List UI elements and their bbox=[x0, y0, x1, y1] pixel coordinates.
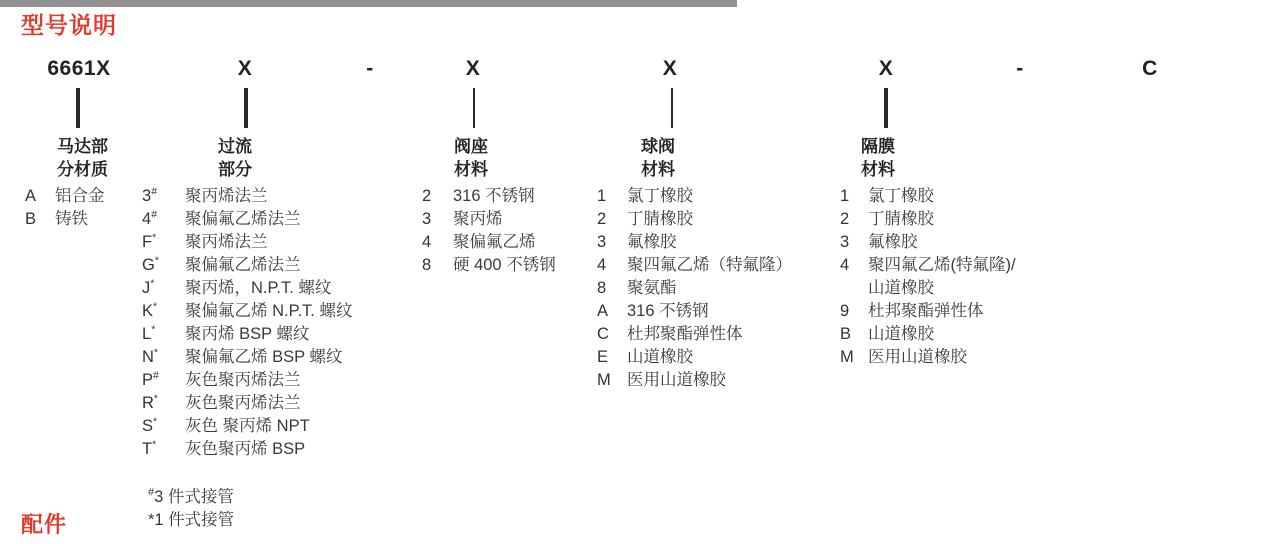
header-line: 材料 bbox=[641, 160, 675, 179]
option-label: 聚四氟乙烯（特氟隆） bbox=[627, 256, 792, 274]
header-line: 过流 bbox=[218, 137, 252, 156]
option-code: M bbox=[840, 348, 854, 366]
option-code: S* bbox=[142, 415, 158, 435]
footnote-marker: * bbox=[148, 511, 155, 529]
option-code-marker: * bbox=[152, 438, 157, 451]
option-label: 氯丁橡胶 bbox=[627, 187, 693, 205]
option-code: 1 bbox=[597, 187, 607, 205]
option-code: 3 bbox=[840, 233, 850, 251]
option-label: 医用山道橡胶 bbox=[627, 371, 726, 389]
connector-line-4 bbox=[671, 88, 673, 128]
footnote-marker: # bbox=[148, 486, 155, 499]
option-code-marker: * bbox=[152, 231, 157, 244]
option-row bbox=[597, 185, 792, 208]
option-label: 聚丙烯 BSP 螺纹 bbox=[185, 325, 310, 343]
option-row bbox=[422, 231, 556, 254]
option-row bbox=[840, 254, 1016, 300]
model-code-suffix: C bbox=[1142, 57, 1158, 80]
header-line: 材料 bbox=[861, 160, 895, 179]
option-code: A bbox=[597, 302, 609, 320]
option-label: 灰色聚丙烯法兰 bbox=[185, 371, 301, 389]
option-code-marker: # bbox=[153, 369, 159, 382]
column-header-ball-material bbox=[641, 135, 675, 181]
option-label: 聚氨酯 bbox=[627, 279, 677, 297]
top-divider-bar bbox=[0, 0, 737, 7]
option-row bbox=[597, 231, 792, 254]
option-row bbox=[142, 392, 352, 415]
option-label: 聚偏氟乙烯法兰 bbox=[185, 256, 301, 274]
option-label: 灰色聚丙烯法兰 bbox=[185, 394, 301, 412]
option-row bbox=[142, 415, 352, 438]
column-header-diaphragm-material bbox=[861, 135, 895, 181]
option-code: 1 bbox=[840, 187, 850, 205]
option-code: 8 bbox=[597, 279, 607, 297]
option-label: 316 不锈钢 bbox=[453, 187, 535, 205]
option-label: 山道橡胶 bbox=[627, 348, 693, 366]
option-label: 铝合金 bbox=[55, 187, 105, 205]
option-row bbox=[142, 323, 352, 346]
option-code: J* bbox=[142, 277, 155, 297]
connector-line-1 bbox=[76, 88, 80, 128]
option-code-marker: * bbox=[150, 277, 155, 290]
option-row bbox=[142, 369, 352, 392]
option-row bbox=[142, 231, 352, 254]
option-label: 医用山道橡胶 bbox=[868, 348, 967, 366]
option-code: 2 bbox=[840, 210, 850, 228]
option-row bbox=[597, 254, 792, 277]
footnote-3-piece bbox=[148, 486, 234, 509]
option-row bbox=[597, 346, 792, 369]
option-code-marker: # bbox=[151, 185, 158, 198]
diaphragm-material-list bbox=[840, 185, 1016, 369]
option-row bbox=[597, 323, 792, 346]
header-line: 球阀 bbox=[641, 137, 675, 156]
option-label: 灰色 聚丙烯 NPT bbox=[185, 417, 310, 435]
option-label: 铸铁 bbox=[55, 210, 88, 228]
model-code-seg4: X bbox=[662, 57, 678, 80]
option-label: 杜邦聚酯弹性体 bbox=[627, 325, 743, 343]
option-label: 丁腈橡胶 bbox=[868, 210, 934, 228]
option-row bbox=[142, 185, 352, 208]
page-title: 型号说明 bbox=[21, 12, 117, 38]
footnote-text: 1 件式接管 bbox=[154, 511, 235, 529]
option-code: 4 bbox=[840, 256, 850, 274]
option-label: 山道橡胶 bbox=[868, 325, 934, 343]
option-row bbox=[25, 208, 105, 231]
option-label: 聚偏氟乙烯 BSP 螺纹 bbox=[185, 348, 343, 366]
option-code-marker: * bbox=[153, 300, 158, 313]
option-code-marker: * bbox=[153, 415, 158, 428]
option-label: 聚偏氟乙烯 N.P.T. 螺纹 bbox=[185, 302, 353, 320]
column-header-wetted-parts bbox=[218, 135, 252, 181]
option-row bbox=[597, 369, 792, 392]
option-row bbox=[142, 277, 352, 300]
option-label: 聚四氟乙烯(特氟隆)/ 山道橡胶 bbox=[868, 256, 1016, 297]
option-code-marker: * bbox=[153, 392, 159, 405]
option-code: B bbox=[840, 325, 852, 343]
option-row bbox=[142, 300, 352, 323]
option-code: A bbox=[25, 187, 37, 205]
model-code-dash2: - bbox=[1016, 57, 1024, 80]
option-code: 4 bbox=[597, 256, 607, 274]
option-code-marker: * bbox=[153, 346, 159, 359]
option-code: 3 bbox=[597, 233, 607, 251]
seat-material-list bbox=[422, 185, 556, 277]
option-code-marker: * bbox=[154, 254, 159, 267]
option-row bbox=[840, 208, 1016, 231]
option-code-marker: * bbox=[151, 323, 156, 336]
option-row bbox=[25, 185, 105, 208]
option-label: 灰色聚丙烯 BSP bbox=[185, 440, 306, 458]
option-label: 硬 400 不锈钢 bbox=[453, 256, 556, 274]
option-row bbox=[840, 185, 1016, 208]
option-code: 2 bbox=[422, 187, 432, 205]
header-line: 分材质 bbox=[57, 160, 108, 179]
option-code: L* bbox=[142, 323, 156, 343]
accessories-heading: 配件 bbox=[21, 512, 68, 537]
option-code: 2 bbox=[597, 210, 607, 228]
option-label: 聚偏氟乙烯法兰 bbox=[185, 210, 301, 228]
option-label: 丁腈橡胶 bbox=[627, 210, 693, 228]
option-code: K* bbox=[142, 300, 158, 320]
option-code: 4# bbox=[142, 208, 158, 228]
connector-line-2 bbox=[244, 88, 248, 128]
option-row bbox=[840, 300, 1016, 323]
option-label: 氟橡胶 bbox=[627, 233, 677, 251]
option-label: 聚丙烯，N.P.T. 螺纹 bbox=[185, 279, 332, 297]
option-code: M bbox=[597, 371, 611, 389]
option-code: 4 bbox=[422, 233, 432, 251]
option-code: E bbox=[597, 348, 609, 366]
header-line: 隔膜 bbox=[861, 137, 895, 156]
option-label: 聚丙烯法兰 bbox=[185, 233, 268, 251]
option-code: T* bbox=[142, 438, 157, 458]
column-header-motor-material bbox=[57, 135, 108, 181]
option-code: 3 bbox=[422, 210, 432, 228]
option-code: G* bbox=[142, 254, 159, 274]
option-code-marker: # bbox=[151, 208, 158, 221]
option-row bbox=[422, 254, 556, 277]
option-code: 9 bbox=[840, 302, 850, 320]
option-code: F* bbox=[142, 231, 157, 251]
option-label: 316 不锈钢 bbox=[627, 302, 709, 320]
model-code-seg3: X bbox=[465, 57, 481, 80]
option-label: 氟橡胶 bbox=[868, 233, 918, 251]
option-label: 聚丙烯法兰 bbox=[185, 187, 268, 205]
ball-material-list bbox=[597, 185, 792, 392]
header-line: 材料 bbox=[454, 160, 488, 179]
option-label: 杜邦聚酯弹性体 bbox=[868, 302, 984, 320]
option-row bbox=[142, 254, 352, 277]
option-row bbox=[422, 185, 556, 208]
header-line: 部分 bbox=[218, 160, 252, 179]
option-row bbox=[142, 346, 352, 369]
column-header-seat-material bbox=[454, 135, 488, 181]
header-line: 阀座 bbox=[454, 137, 488, 156]
option-code: 8 bbox=[422, 256, 432, 274]
option-row bbox=[840, 346, 1016, 369]
option-row bbox=[597, 208, 792, 231]
option-code: 3# bbox=[142, 185, 158, 205]
model-code-base: 6661X bbox=[47, 57, 111, 80]
model-code-seg2: X bbox=[237, 57, 253, 80]
option-row bbox=[840, 323, 1016, 346]
option-row bbox=[142, 208, 352, 231]
option-row bbox=[597, 300, 792, 323]
model-code-dash1: - bbox=[366, 57, 374, 80]
footnote-text: 3 件式接管 bbox=[154, 488, 234, 506]
wetted-parts-list bbox=[142, 185, 352, 461]
option-code: B bbox=[25, 210, 37, 228]
option-label: 氯丁橡胶 bbox=[868, 187, 934, 205]
option-row bbox=[840, 231, 1016, 254]
footnote-1-piece bbox=[148, 509, 234, 532]
model-code-seg5: X bbox=[878, 57, 894, 80]
motor-material-list bbox=[25, 185, 105, 231]
option-code: R* bbox=[142, 392, 159, 412]
option-code: C bbox=[597, 325, 609, 343]
option-code: P# bbox=[142, 369, 159, 389]
option-row bbox=[422, 208, 556, 231]
connector-line-3 bbox=[473, 88, 475, 128]
option-code: N* bbox=[142, 346, 159, 366]
option-row bbox=[142, 438, 352, 461]
connector-line-5 bbox=[884, 88, 888, 128]
header-line: 马达部 bbox=[57, 137, 108, 156]
option-label: 聚丙烯 bbox=[453, 210, 503, 228]
option-row bbox=[597, 277, 792, 300]
option-label: 聚偏氟乙烯 bbox=[453, 233, 536, 251]
